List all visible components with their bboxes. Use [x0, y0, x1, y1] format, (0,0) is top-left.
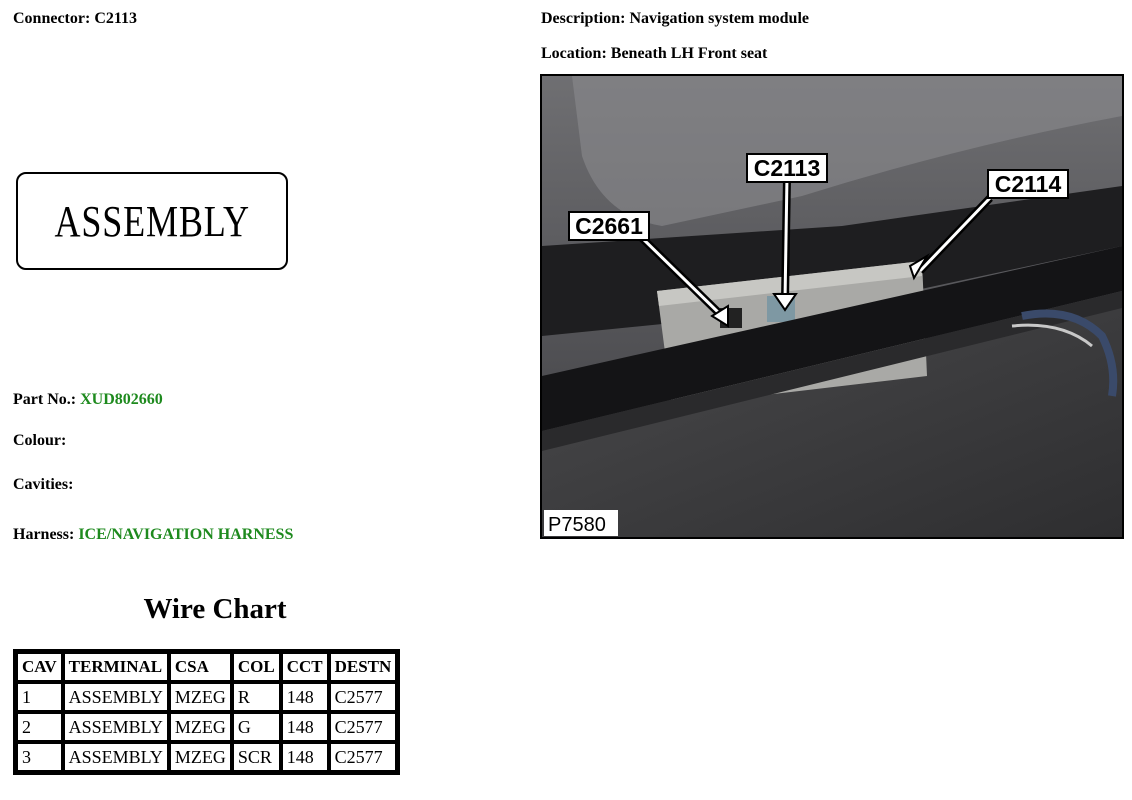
connector-value: C2113 [94, 10, 137, 27]
callout-c2113 [747, 154, 827, 182]
cell-cct: 148 [281, 712, 329, 742]
cell-destn: C2577 [329, 742, 398, 772]
colour-line [13, 432, 66, 450]
cell-terminal: ASSEMBLY [63, 682, 169, 712]
col-header-cct: CCT [281, 652, 329, 682]
part-no-line [13, 391, 163, 409]
harness-label: Harness: [13, 526, 75, 543]
cell-csa: MZEG [169, 682, 232, 712]
cell-terminal: ASSEMBLY [63, 742, 169, 772]
cell-destn: C2577 [329, 682, 398, 712]
photo-ref-label [544, 510, 618, 536]
col-header-cav: CAV [16, 652, 63, 682]
part-no-label: Part No.: [13, 391, 77, 408]
table-row [16, 742, 397, 772]
cell-csa: MZEG [169, 742, 232, 772]
col-header-destn: DESTN [329, 652, 398, 682]
cell-col: R [232, 682, 281, 712]
callout-c2114 [988, 170, 1068, 198]
colour-label: Colour: [13, 432, 67, 449]
callout-c2661-text: C2661 [575, 213, 643, 239]
connector-line [13, 10, 137, 28]
assembly-label-box [16, 172, 288, 270]
location-photo [540, 74, 1124, 539]
callout-c2113-text: C2113 [753, 155, 821, 181]
connector-label: Connector: [13, 10, 91, 27]
cavities-line [13, 476, 73, 494]
cell-cct: 148 [281, 682, 329, 712]
col-header-csa: CSA [169, 652, 232, 682]
cell-destn: C2577 [329, 712, 398, 742]
cell-cct: 148 [281, 742, 329, 772]
location-line [541, 45, 767, 63]
cell-col: SCR [232, 742, 281, 772]
cell-csa: MZEG [169, 712, 232, 742]
description-value: Navigation system module [629, 10, 809, 27]
cell-cav: 3 [16, 742, 63, 772]
wire-chart-header-row [16, 652, 397, 682]
photo-ref-text: P7580 [548, 514, 606, 536]
callout-c2114-text: C2114 [994, 171, 1062, 197]
wire-chart-title: Wire Chart [143, 593, 287, 625]
cell-cav: 2 [16, 712, 63, 742]
wire-chart-table [13, 649, 400, 775]
cell-col: G [232, 712, 281, 742]
col-header-terminal: TERMINAL [63, 652, 169, 682]
col-header-col: COL [232, 652, 281, 682]
callout-c2661 [569, 212, 649, 240]
location-label: Location: [541, 45, 607, 62]
part-no-link[interactable]: XUD802660 [80, 391, 163, 408]
cell-cav: 1 [16, 682, 63, 712]
table-row [16, 682, 397, 712]
harness-link[interactable]: ICE/NAVIGATION HARNESS [78, 526, 294, 543]
description-line [541, 10, 809, 28]
location-value: Beneath LH Front seat [610, 45, 768, 62]
cell-terminal: ASSEMBLY [63, 712, 169, 742]
cavities-label: Cavities: [13, 476, 74, 493]
harness-line [13, 526, 293, 544]
description-label: Description: [541, 10, 626, 27]
assembly-label-text: ASSEMBLY [54, 196, 250, 246]
table-row [16, 712, 397, 742]
